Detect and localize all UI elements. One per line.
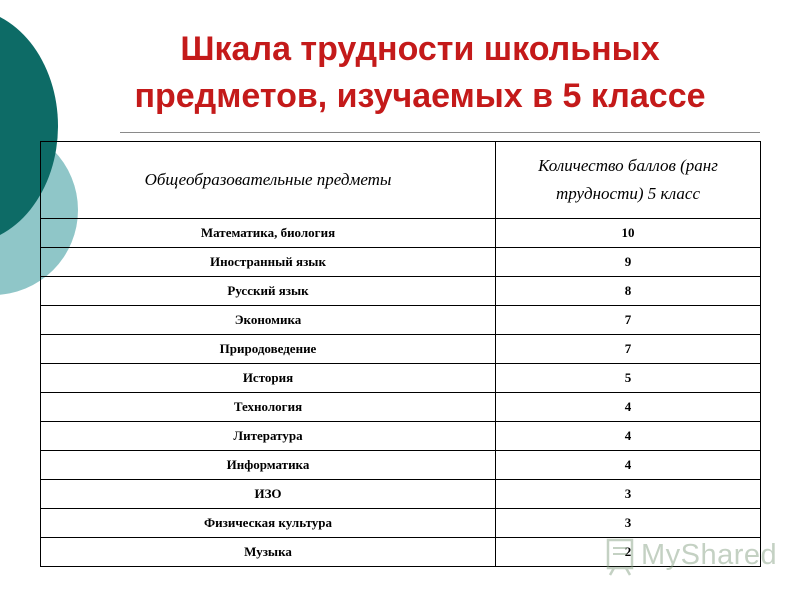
points-cell: 4 [496, 422, 761, 451]
points-cell: 10 [496, 219, 761, 248]
table-row [41, 219, 761, 248]
points-cell: 4 [496, 451, 761, 480]
points-cell: 5 [496, 364, 761, 393]
points-cell: 3 [496, 509, 761, 538]
table-body [41, 219, 761, 567]
title-divider [120, 132, 760, 133]
subject-cell: Русский язык [41, 277, 496, 306]
table-row [41, 393, 761, 422]
points-cell: 8 [496, 277, 761, 306]
subject-cell: Информатика [41, 451, 496, 480]
table-header-row [41, 142, 761, 219]
table-row [41, 277, 761, 306]
subject-cell: Иностранный язык [41, 248, 496, 277]
table-row [41, 422, 761, 451]
table-row [41, 306, 761, 335]
subject-cell: Физическая культура [41, 509, 496, 538]
watermark-text: MyShared [641, 539, 778, 571]
points-cell: 9 [496, 248, 761, 277]
header-points: Количество баллов (ранг трудности) 5 класс [496, 142, 761, 219]
points-cell: 7 [496, 335, 761, 364]
subject-cell: История [41, 364, 496, 393]
subject-cell: Музыка [41, 538, 496, 567]
subject-cell: Математика, биология [41, 219, 496, 248]
table-row [41, 364, 761, 393]
table-row [41, 248, 761, 277]
subject-cell: Экономика [41, 306, 496, 335]
watermark-logo [605, 536, 778, 576]
subject-cell: ИЗО [41, 480, 496, 509]
table-row [41, 335, 761, 364]
points-cell: 7 [496, 306, 761, 335]
slide-title [40, 26, 800, 120]
subject-cell: Природоведение [41, 335, 496, 364]
points-cell: 2 [496, 538, 761, 567]
subject-cell: Литература [41, 422, 496, 451]
subject-cell: Технология [41, 393, 496, 422]
watermark-figure-icon [605, 536, 639, 576]
table-row [41, 480, 761, 509]
header-subject: Общеобразовательные предметы [41, 142, 496, 219]
table-row [41, 451, 761, 480]
difficulty-table [40, 141, 761, 567]
slide-title-line2: предметов, изучаемых в 5 классе [134, 77, 706, 115]
table-row [41, 509, 761, 538]
points-cell: 4 [496, 393, 761, 422]
slide-title-line1: Шкала трудности школьных [180, 30, 660, 68]
points-cell: 3 [496, 480, 761, 509]
